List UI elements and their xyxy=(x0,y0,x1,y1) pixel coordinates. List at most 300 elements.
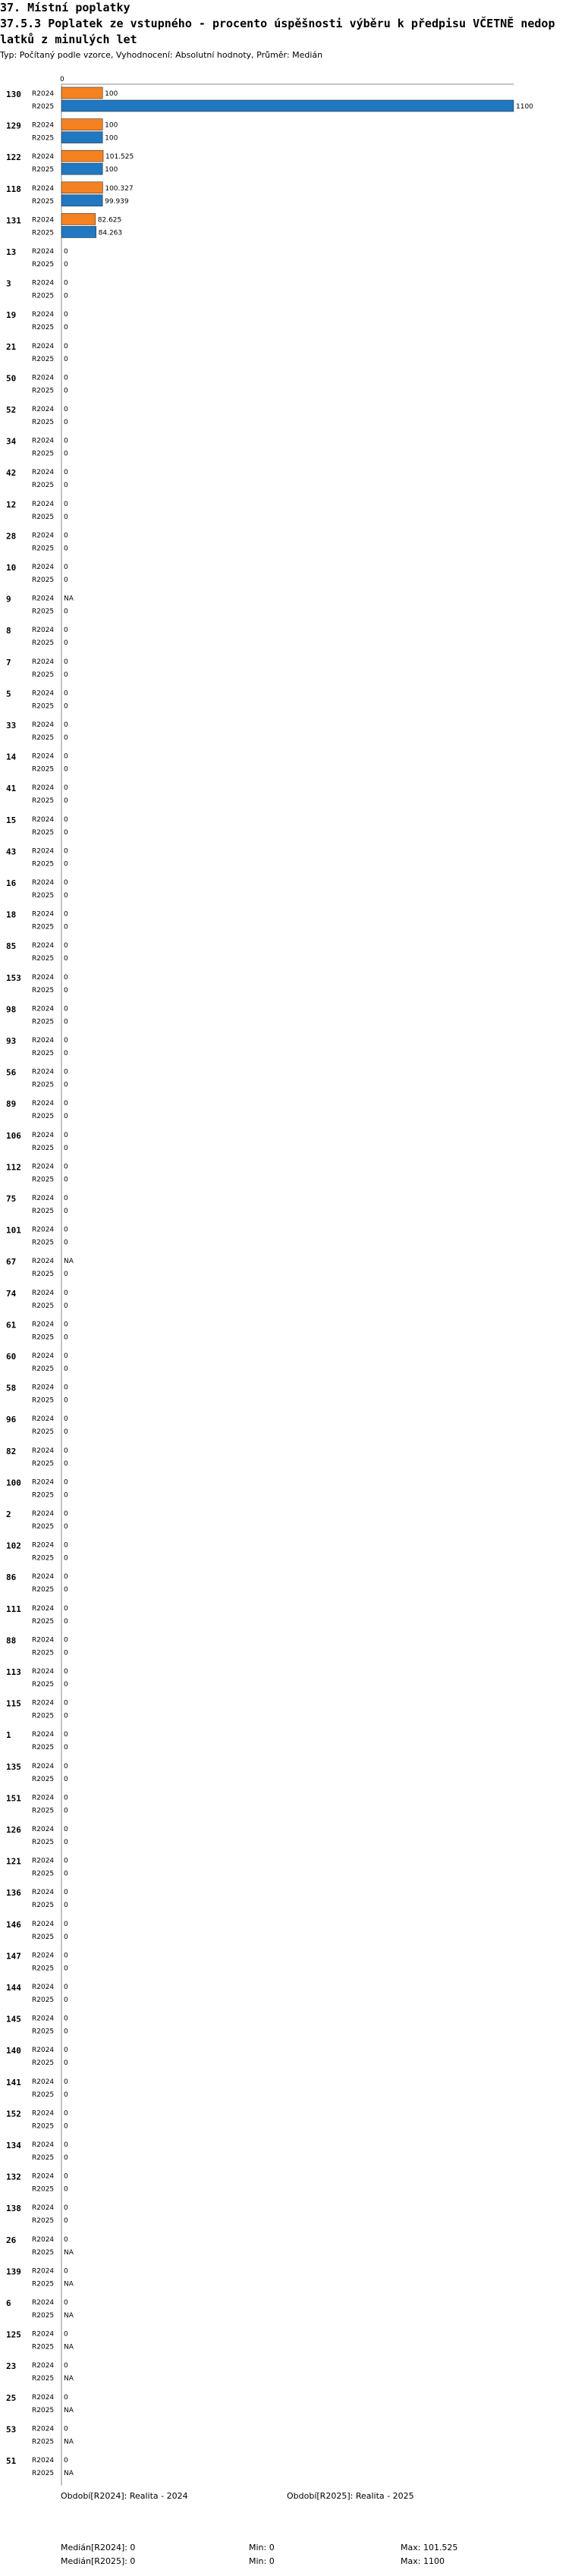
section-title: 37. Místní poplatky xyxy=(0,1,130,14)
series-label: R2024 xyxy=(32,1541,55,1550)
series-label: R2024 xyxy=(32,1857,55,1865)
footer-max-2024: Max: 101.525 xyxy=(401,2543,458,2552)
data-label: 0 xyxy=(64,1050,68,1057)
series-label: R2025 xyxy=(32,2438,55,2446)
category-label: 115 xyxy=(6,1698,21,1709)
category-label: 136 xyxy=(6,1888,21,1899)
data-label: 100 xyxy=(105,166,118,174)
series-label: R2024 xyxy=(32,1352,55,1360)
data-label: 0 xyxy=(64,1447,68,1455)
category-label: 113 xyxy=(6,1667,21,1677)
series-label: R2025 xyxy=(32,576,55,584)
series-label: R2025 xyxy=(32,955,55,963)
data-label: 0 xyxy=(64,2185,68,2194)
data-label: 0 xyxy=(64,261,68,269)
series-label: R2024 xyxy=(32,248,55,256)
data-label: 0 xyxy=(64,658,68,666)
series-label: R2024 xyxy=(32,1889,55,1897)
category-label: 135 xyxy=(6,1761,21,1772)
data-label: 0 xyxy=(64,437,68,445)
data-label: 0 xyxy=(64,248,68,256)
series-label: R2025 xyxy=(32,1965,55,1973)
category-label: 153 xyxy=(6,972,21,983)
series-label: R2024 xyxy=(32,2109,55,2118)
data-label: 0 xyxy=(64,923,68,931)
series-label: R2025 xyxy=(32,1554,55,1563)
data-label: 0 xyxy=(64,671,68,679)
data-label: 0 xyxy=(64,1681,68,1689)
category-label: 1 xyxy=(6,1730,11,1741)
series-label: R2025 xyxy=(32,1523,55,1531)
series-label: R2025 xyxy=(32,197,55,206)
series-label: R2025 xyxy=(32,545,55,553)
data-label: 0 xyxy=(64,1302,68,1310)
category-label: 67 xyxy=(6,1257,17,1268)
series-label: R2024 xyxy=(32,2015,55,2023)
series-label: R2024 xyxy=(32,595,55,603)
data-label: 0 xyxy=(64,450,68,458)
data-label: 0 xyxy=(64,1195,68,1202)
data-label: 0 xyxy=(64,1826,68,1833)
data-label: 0 xyxy=(64,892,68,900)
data-label: 0 xyxy=(64,1762,68,1770)
series-label: R2024 xyxy=(32,1384,55,1392)
data-label: 0 xyxy=(64,1510,68,1518)
data-label: 0 xyxy=(64,1744,68,1752)
footer-min-2024: Min: 0 xyxy=(249,2543,275,2552)
category-label: 130 xyxy=(6,90,21,99)
category-label: 58 xyxy=(6,1383,17,1393)
series-label: R2025 xyxy=(32,2122,55,2131)
series-label: R2024 xyxy=(32,2141,55,2149)
data-label: 0 xyxy=(64,2078,68,2086)
data-label: NA xyxy=(64,2343,74,2351)
category-label: 111 xyxy=(6,1604,21,1614)
data-label: 0 xyxy=(64,2047,68,2055)
series-label: R2025 xyxy=(32,1681,55,1689)
category-label: 139 xyxy=(6,2267,21,2277)
series-label: R2025 xyxy=(32,2059,55,2068)
category-label: 3 xyxy=(6,278,11,289)
series-label: R2024 xyxy=(32,1731,55,1739)
series-label: R2025 xyxy=(32,450,55,458)
category-label: 144 xyxy=(6,1983,21,1993)
series-label: R2024 xyxy=(32,1226,55,1234)
series-label: R2025 xyxy=(32,134,55,143)
category-label: 145 xyxy=(6,2014,21,2025)
category-label: 23 xyxy=(6,2361,17,2372)
series-label: R2024 xyxy=(32,1604,55,1613)
data-label: 0 xyxy=(64,910,68,919)
series-label: R2024 xyxy=(32,184,55,193)
series-label: R2025 xyxy=(32,166,55,174)
series-label: R2024 xyxy=(32,2267,55,2276)
data-label: 100 xyxy=(105,121,118,130)
data-label: 0 xyxy=(64,1208,68,1215)
footer-median-2024: Medián[R2024]: 0 xyxy=(61,2543,136,2552)
category-label: 19 xyxy=(6,310,17,321)
axis-tick-label: 0 xyxy=(60,76,64,83)
bar-r2024 xyxy=(61,182,102,193)
bar-r2025 xyxy=(61,226,96,237)
data-label: 0 xyxy=(64,1573,68,1582)
data-label: 0 xyxy=(64,1636,68,1645)
category-label: 7 xyxy=(6,657,11,668)
category-label: 18 xyxy=(6,909,17,920)
data-label: 100 xyxy=(105,134,118,143)
data-label: 0 xyxy=(64,879,68,887)
data-label: 0 xyxy=(64,2330,68,2339)
data-label: 0 xyxy=(64,973,68,982)
series-label: R2025 xyxy=(32,986,55,994)
category-label: 112 xyxy=(6,1162,21,1173)
data-label: 0 xyxy=(64,1428,68,1437)
series-label: R2024 xyxy=(32,342,55,350)
data-label: 0 xyxy=(64,2172,68,2181)
series-label: R2024 xyxy=(32,1826,55,1833)
data-label: 0 xyxy=(64,1839,68,1846)
series-label: R2024 xyxy=(32,1573,55,1582)
data-label: 82.625 xyxy=(97,216,122,225)
series-label: R2025 xyxy=(32,1365,55,1373)
category-label: 26 xyxy=(6,2235,17,2245)
footer-median-2025: Medián[R2025]: 0 xyxy=(61,2556,136,2566)
data-label: 0 xyxy=(64,942,68,950)
series-label: R2025 xyxy=(32,2280,55,2289)
data-label: 0 xyxy=(64,2235,68,2244)
series-label: R2024 xyxy=(32,374,55,382)
series-label: R2025 xyxy=(32,2091,55,2099)
series-label: R2024 xyxy=(32,153,55,162)
series-label: R2024 xyxy=(32,1636,55,1645)
data-label: 0 xyxy=(64,1807,68,1815)
data-label: 0 xyxy=(64,1289,68,1297)
series-label: R2025 xyxy=(32,1081,55,1089)
series-label: R2024 xyxy=(32,1668,55,1676)
series-label: R2025 xyxy=(32,1018,55,1026)
data-label: 0 xyxy=(64,1415,68,1424)
series-label: R2025 xyxy=(32,1491,55,1500)
data-label: 0 xyxy=(64,406,68,413)
data-label: 101.525 xyxy=(105,153,134,162)
series-label: R2025 xyxy=(32,1428,55,1437)
series-label: R2024 xyxy=(32,2047,55,2055)
series-label: R2025 xyxy=(32,1396,55,1405)
category-label: 33 xyxy=(6,721,17,730)
category-label: 106 xyxy=(6,1130,21,1141)
series-label: R2025 xyxy=(32,1839,55,1846)
data-label: 100.327 xyxy=(105,184,134,193)
category-label: 43 xyxy=(6,847,17,857)
data-label: 0 xyxy=(64,576,68,584)
series-label: R2025 xyxy=(32,2312,55,2320)
category-label: 2 xyxy=(6,1509,11,1519)
series-label: R2024 xyxy=(32,469,55,477)
series-label: R2025 xyxy=(32,671,55,679)
series-label: R2025 xyxy=(32,1617,55,1626)
data-label: 0 xyxy=(64,1920,68,1928)
series-label: R2025 xyxy=(32,828,55,837)
category-label: 121 xyxy=(6,1856,21,1867)
data-label: 0 xyxy=(64,1604,68,1613)
data-label: 0 xyxy=(64,1131,68,1139)
data-label: 0 xyxy=(64,2299,68,2307)
data-label: 0 xyxy=(64,955,68,963)
category-label: 60 xyxy=(6,1352,17,1362)
series-label: R2025 xyxy=(32,2343,55,2351)
series-label: R2024 xyxy=(32,1195,55,1202)
series-label: R2024 xyxy=(32,279,55,287)
category-label: 42 xyxy=(6,468,17,479)
data-label: 0 xyxy=(64,2109,68,2118)
series-label: R2025 xyxy=(32,639,55,648)
series-label: R2024 xyxy=(32,2172,55,2181)
data-label: 0 xyxy=(64,1775,68,1783)
category-label: 16 xyxy=(6,878,17,888)
series-label: R2024 xyxy=(32,1415,55,1424)
data-label: 0 xyxy=(64,752,68,761)
series-label: R2024 xyxy=(32,1258,55,1266)
series-label: R2024 xyxy=(32,1984,55,1991)
series-label: R2025 xyxy=(32,765,55,774)
series-label: R2024 xyxy=(32,532,55,540)
data-label: 0 xyxy=(64,1226,68,1234)
series-label: R2025 xyxy=(32,797,55,806)
series-label: R2025 xyxy=(32,1775,55,1783)
data-label: 0 xyxy=(64,815,68,824)
category-label: 52 xyxy=(6,405,17,415)
series-label: R2024 xyxy=(32,406,55,413)
category-label: 122 xyxy=(6,152,21,163)
series-label: R2025 xyxy=(32,1208,55,1215)
series-label: R2024 xyxy=(32,1478,55,1487)
series-label: R2025 xyxy=(32,734,55,742)
data-label: 0 xyxy=(64,2217,68,2226)
category-label: 8 xyxy=(6,626,11,636)
series-label: R2024 xyxy=(32,2235,55,2244)
data-label: 0 xyxy=(64,608,68,616)
category-label: 85 xyxy=(6,941,17,952)
category-label: 15 xyxy=(6,815,17,825)
data-label: 0 xyxy=(64,1649,68,1657)
chart-title: 37.5.3 Poplatek ze vstupného - procento úspěšnosti výběru k předpisu VČETNĚ nedop xyxy=(0,17,555,30)
data-label: 0 xyxy=(64,324,68,332)
category-label: 14 xyxy=(6,752,17,762)
data-label: 0 xyxy=(64,2059,68,2068)
data-label: 0 xyxy=(64,986,68,994)
series-label: R2024 xyxy=(32,2204,55,2213)
category-label: 151 xyxy=(6,1793,21,1804)
data-label: 0 xyxy=(64,1731,68,1739)
bar-r2025 xyxy=(61,100,514,112)
data-label: NA xyxy=(64,2280,74,2289)
data-label: 0 xyxy=(64,1396,68,1405)
data-label: 0 xyxy=(64,1176,68,1184)
data-label: 0 xyxy=(64,1005,68,1013)
data-label: 0 xyxy=(64,1239,68,1247)
data-label: 0 xyxy=(64,1952,68,1960)
data-label: 0 xyxy=(64,702,68,711)
series-label: R2025 xyxy=(32,1176,55,1184)
data-label: 0 xyxy=(64,1478,68,1487)
data-label: 0 xyxy=(64,1857,68,1865)
data-label: 0 xyxy=(64,532,68,540)
data-label: 0 xyxy=(64,469,68,477)
category-label: 41 xyxy=(6,784,17,794)
category-label: 138 xyxy=(6,2204,21,2214)
data-label: 0 xyxy=(64,1933,68,1941)
series-label: R2024 xyxy=(32,1762,55,1770)
series-label: R2025 xyxy=(32,324,55,332)
series-label: R2024 xyxy=(32,879,55,887)
data-label: 0 xyxy=(64,765,68,774)
data-label: 0 xyxy=(64,292,68,300)
data-label: NA xyxy=(64,1258,74,1266)
series-label: R2025 xyxy=(32,1239,55,1247)
category-label: 131 xyxy=(6,215,21,226)
footer-period-2025: Období[R2025]: Realita - 2025 xyxy=(287,2491,414,2501)
series-label: R2024 xyxy=(32,1447,55,1455)
data-label: 0 xyxy=(64,1113,68,1121)
data-label: 0 xyxy=(64,1668,68,1676)
data-label: NA xyxy=(64,2248,74,2257)
category-label: 101 xyxy=(6,1225,21,1236)
category-label: 86 xyxy=(6,1572,17,1583)
series-label: R2025 xyxy=(32,1144,55,1152)
series-label: R2024 xyxy=(32,658,55,666)
data-label: 0 xyxy=(64,690,68,698)
series-label: R2025 xyxy=(32,2375,55,2383)
data-label: 0 xyxy=(64,734,68,742)
category-label: 134 xyxy=(6,2141,21,2150)
data-label: 0 xyxy=(64,279,68,287)
category-label: 10 xyxy=(6,563,17,573)
series-label: R2025 xyxy=(32,1712,55,1720)
category-label: 132 xyxy=(6,2172,21,2182)
series-label: R2025 xyxy=(32,1050,55,1057)
data-label: 0 xyxy=(64,2393,68,2402)
data-label: 0 xyxy=(64,1163,68,1171)
data-label: NA xyxy=(64,2470,74,2477)
category-label: 152 xyxy=(6,2109,21,2119)
series-label: R2024 xyxy=(32,2457,55,2464)
series-label: R2024 xyxy=(32,2425,55,2433)
category-label: 56 xyxy=(6,1067,17,1078)
data-label: 0 xyxy=(64,2204,68,2213)
data-label: 0 xyxy=(64,1996,68,2004)
category-label: 74 xyxy=(6,1288,17,1299)
series-label: R2024 xyxy=(32,1005,55,1013)
data-label: 0 xyxy=(64,1586,68,1594)
series-label: R2025 xyxy=(32,2406,55,2414)
data-label: 0 xyxy=(64,1712,68,1720)
data-label: 0 xyxy=(64,1384,68,1392)
series-label: R2024 xyxy=(32,2362,55,2370)
data-label: 0 xyxy=(64,374,68,382)
data-label: 0 xyxy=(64,1321,68,1329)
data-label: 0 xyxy=(64,1352,68,1360)
series-label: R2024 xyxy=(32,1289,55,1297)
category-label: 9 xyxy=(6,594,11,605)
data-label: 0 xyxy=(64,1870,68,1878)
data-label: 1100 xyxy=(516,103,533,111)
category-label: 12 xyxy=(6,499,17,510)
category-label: 125 xyxy=(6,2329,21,2340)
data-label: 0 xyxy=(64,860,68,869)
series-label: R2024 xyxy=(32,752,55,761)
series-label: R2025 xyxy=(32,2028,55,2036)
bar-r2025 xyxy=(61,132,102,143)
data-label: 0 xyxy=(64,2457,68,2464)
data-label: 0 xyxy=(64,1491,68,1500)
category-label: 126 xyxy=(6,1825,21,1835)
series-label: R2024 xyxy=(32,1131,55,1139)
data-label: 0 xyxy=(64,2141,68,2149)
series-label: R2025 xyxy=(32,1649,55,1657)
data-label: 0 xyxy=(64,482,68,490)
data-label: 0 xyxy=(64,2267,68,2276)
series-label: R2024 xyxy=(32,311,55,319)
data-label: 0 xyxy=(64,639,68,648)
series-label: R2024 xyxy=(32,627,55,635)
series-label: R2025 xyxy=(32,1302,55,1310)
bar-r2025 xyxy=(61,195,102,206)
data-label: 0 xyxy=(64,564,68,571)
category-label: 146 xyxy=(6,1919,21,1930)
footer-max-2025: Max: 1100 xyxy=(401,2556,445,2566)
series-label: R2025 xyxy=(32,387,55,395)
category-label: 61 xyxy=(6,1320,17,1330)
series-label: R2025 xyxy=(32,103,55,111)
data-label: 0 xyxy=(64,311,68,319)
series-label: R2024 xyxy=(32,847,55,856)
category-label: 89 xyxy=(6,1099,17,1110)
data-label: 0 xyxy=(64,1523,68,1531)
data-label: 84.263 xyxy=(98,229,123,237)
data-label: 0 xyxy=(64,513,68,521)
data-label: 0 xyxy=(64,2425,68,2433)
series-label: R2025 xyxy=(32,1996,55,2004)
series-label: R2025 xyxy=(32,229,55,237)
category-label: 118 xyxy=(6,184,21,194)
data-label: 0 xyxy=(64,1965,68,1973)
series-label: R2025 xyxy=(32,513,55,521)
category-label: 93 xyxy=(6,1036,17,1046)
category-label: 6 xyxy=(6,2298,11,2308)
data-label: 0 xyxy=(64,1365,68,1373)
data-label: 0 xyxy=(64,1459,68,1468)
series-label: R2025 xyxy=(32,355,55,363)
series-label: R2024 xyxy=(32,1163,55,1171)
bar-r2024 xyxy=(61,213,96,225)
category-label: 96 xyxy=(6,1415,17,1425)
data-label: 0 xyxy=(64,1794,68,1802)
series-label: R2025 xyxy=(32,419,55,426)
data-label: 0 xyxy=(64,2091,68,2099)
data-label: 0 xyxy=(64,627,68,635)
bar-r2025 xyxy=(61,163,102,174)
series-label: R2024 xyxy=(32,815,55,824)
series-label: R2024 xyxy=(32,1920,55,1928)
series-label: R2024 xyxy=(32,1510,55,1518)
data-label: 0 xyxy=(64,419,68,426)
data-label: 0 xyxy=(64,1889,68,1897)
footer-min-2025: Min: 0 xyxy=(249,2556,275,2566)
series-label: R2024 xyxy=(32,942,55,950)
series-label: R2024 xyxy=(32,2330,55,2339)
category-label: 75 xyxy=(6,1194,17,1204)
data-label: 0 xyxy=(64,545,68,553)
